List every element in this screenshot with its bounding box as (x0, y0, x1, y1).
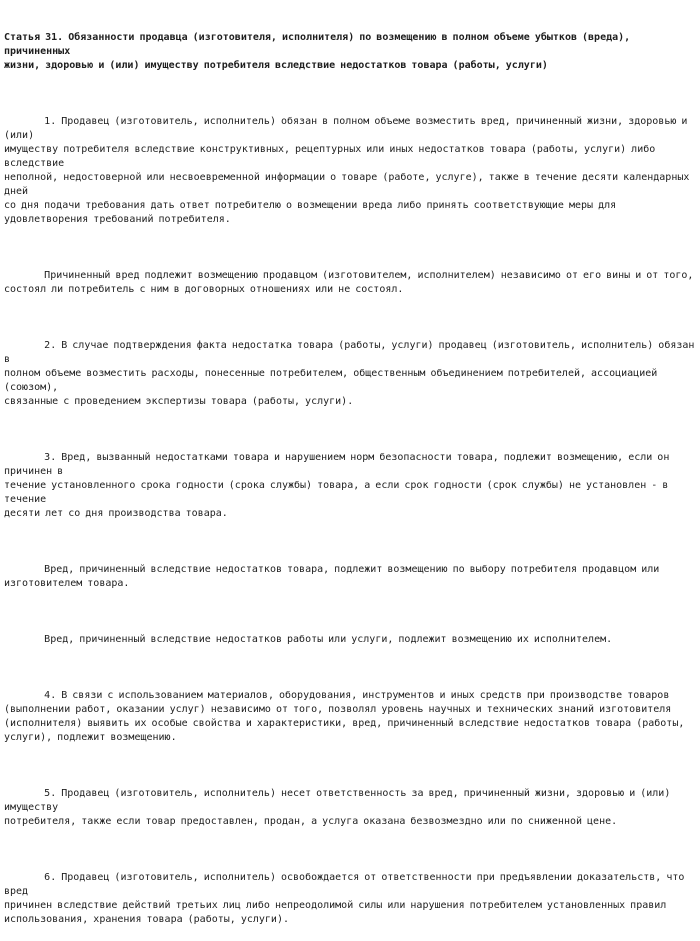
paragraph-3-continued-a: Вред, причиненный вследствие недостатков товара, подлежит возмещению по выбору потребителя продавцом или изготовителем товара. (4, 564, 660, 589)
paragraph-1-continued: Причиненный вред подлежит возмещению продавцом (изготовителем, исполнителем) независимо от его вины и от того, состоял ли потребитель с ним в договорных отношениях или не состоял. (4, 270, 694, 295)
paragraph-6: 6. Продавец (изготовитель, исполнитель) освобождается от ответственности при предъявлении доказательств, что вред причинен вследствие действий третьих лиц либо непреодолимой силы или нарушения потребителем установленных правил использования, хранения товара (работы, услуги). (4, 872, 685, 925)
paragraph-3: 3. Вред, вызванный недостатками товара и нарушением норм безопасности товара, подлежит возмещению, если он причинен в течение установленного срока годности (срока службы) товара, а если срок годности (срок службы) не установлен - в течение десяти лет со дня производства товара. (4, 452, 670, 519)
paragraph-5: 5. Продавец (изготовитель, исполнитель) несет ответственность за вред, причиненный жизни, здоровью и (или) имуществу потребителя, также если товар предоставлен, продан, а услуга оказана безвозмездно или по сниженной цене. (4, 788, 671, 827)
paragraph-2: 2. В случае подтверждения факта недостатка товара (работы, услуги) продавец (изготовитель, исполнитель) обязан в полном объеме возместить расходы, понесенные потребителем, общественным объединением потребителей, ассоциацией (союзом), связанные с проведением экспертизы товара (работы, услуги). (4, 340, 695, 407)
paragraph-1: 1. Продавец (изготовитель, исполнитель) обязан в полном объеме возместить вред, причиненный жизни, здоровью и (или) имуществу потребителя вследствие конструктивных, рецептурных или иных недостатков товара (работы, услуги) либо вследствие неполной, недостоверной или несвоевременной информации о товаре (работе, услуге), также в течение десяти календарных дней со дня подачи требования дать ответ потребителю о возмещении вреда либо принять соответствующие меры для удовлетворения требований потребителя. (4, 116, 690, 225)
article-title: Статья 31. Обязанности продавца (изготовителя, исполнителя) по возмещению в полном объеме убытков (вреда), причиненных жизни, здоровью и (или) имуществу потребителя вследствие недостатков товара (работы, услуги) (4, 32, 631, 71)
paragraph-3-continued-b: Вред, причиненный вследствие недостатков работы или услуги, подлежит возмещению их исполнителем. (4, 634, 613, 645)
paragraph-4: 4. В связи с использованием материалов, оборудования, инструментов и иных средств при производстве товаров (выполнении работ, оказании услуг) независимо от того, позволял уровень научных и технических знаний изготовителя (исполнителя) выявить их особые свойства и характеристики, вред, причиненный вследствие недостатков товара (работы, услуги), подлежит возмещению. (4, 690, 685, 743)
